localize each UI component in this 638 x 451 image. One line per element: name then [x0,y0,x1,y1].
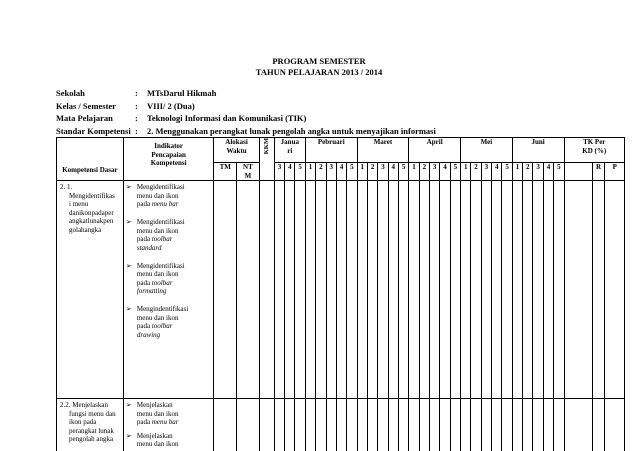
empty-cell [533,399,543,451]
header-tk-per-kd [564,138,625,163]
header-month-label: ri [287,146,293,155]
empty-cell [259,399,274,451]
bullet-arrow-icon: ➢ [125,261,132,270]
empty-cell [512,181,522,399]
header-week-number: 1 [305,163,315,181]
header-week-number: 1 [357,163,367,181]
info-separator: : [135,125,138,136]
indicator-italic-term: menu bar [151,200,179,208]
empty-cell [367,181,377,399]
indicator-line: Menjelaskan [136,401,173,409]
info-row-mapel [56,112,436,125]
info-separator: : [135,88,138,98]
bullet-arrow-icon: ➢ [125,183,132,191]
info-label: Kelas / Semester [56,100,116,111]
header-month-label: Juni [531,138,545,146]
empty-cell [523,181,533,399]
indicator-italic-term: menu bar [151,418,179,426]
empty-cell [502,181,512,399]
bullet-arrow-icon: ➢ [125,305,132,313]
header-indikator-line: Pencapaian [151,150,186,159]
indicator-line: Mengindentifikasi [136,305,189,313]
empty-cell [409,399,419,451]
header-month [512,138,564,163]
empty-cell [605,181,625,399]
indicator-line: menu dan ikon [136,226,179,235]
indicator-line: pada menu bar [136,200,179,208]
info-row-standar [56,125,436,138]
header-month-label: Pebruari [317,138,345,146]
empty-cell [214,399,237,451]
header-week-number: 5 [347,163,357,181]
indicator-line: pada toolbar [136,322,173,330]
kd-text-line: pengolah angka [69,435,114,443]
header-week-number: 3 [274,163,284,181]
empty-cell [592,181,605,399]
kompetensi-dasar-cell [57,181,124,399]
empty-cell [388,181,398,399]
indicator-italic-term: drawing [136,330,161,339]
empty-cell [274,399,284,451]
indicator-italic-term: toolbar [151,278,173,287]
info-value: 2. Menggunakan perangkat lunak pengolah angka untuk menyajikan informasi [147,125,436,136]
identity-block [56,87,436,137]
empty-cell [295,399,305,451]
info-value: MTsDarul Hikmah [147,88,217,98]
empty-cell [326,181,336,399]
header-r: R [592,163,605,181]
empty-cell [237,399,260,451]
empty-cell [554,399,564,451]
indicator-line: Mengidentifikasi [136,218,185,226]
empty-cell [554,181,564,399]
info-label: Mata Pelajaran [56,113,113,123]
header-week-number: 4 [543,163,553,181]
kompetensi-dasar-cell [57,399,124,451]
empty-cell [305,181,315,399]
header-month [409,138,461,163]
kd-text-line: perangkat lunak [69,426,114,435]
kd-text-line: golahangka [69,225,102,234]
empty-cell [533,181,543,399]
header-week-number: 5 [502,163,512,181]
empty-cell [357,399,367,451]
header-month [357,138,409,163]
empty-cell [316,399,326,451]
info-label: Standar Kompetensi [56,125,131,136]
empty-cell [502,399,512,451]
indicator-item [126,262,212,296]
document-title: PROGRAM SEMESTER [272,56,366,66]
empty-cell [419,399,429,451]
empty-cell [274,181,284,399]
indicator-text [137,262,185,296]
empty-cell [543,181,553,399]
header-alokasi-waktu [214,138,259,163]
empty-cell [450,181,460,399]
indicator-line: pada toolbar [136,278,173,287]
empty-cell [523,399,533,451]
header-week-number: 3 [378,163,388,181]
indikator-cell [123,181,214,399]
header-week-number: 5 [295,163,305,181]
header-week-number: 5 [554,163,564,181]
header-week-number: 5 [450,163,460,181]
header-month-label: April [426,138,443,146]
info-separator: : [135,113,138,123]
empty-cell [430,181,440,399]
header-kkm [259,138,274,181]
empty-cell [564,399,592,451]
empty-cell [471,181,481,399]
bullet-arrow-icon: ➢ [125,218,132,226]
header-month-label: Janua [280,138,299,146]
kd-text-line: ikon pada [69,418,97,426]
kd-number: 2.2. Menjelaskan [60,401,109,409]
indicator-item [126,218,212,252]
empty-cell [316,181,326,399]
empty-cell [481,399,491,451]
indicator-line: menu dan ikon [136,313,179,322]
empty-cell [440,181,450,399]
kd-number: 2. 1. [60,183,73,191]
header-indikator-line: Kompetensi [150,159,187,167]
header-week-number: 3 [533,163,543,181]
header-week-number: 3 [326,163,336,181]
header-week-number: 4 [388,163,398,181]
empty-cell [336,399,346,451]
header-week-number: 5 [398,163,408,181]
header-tk-line: TK Per [583,138,606,146]
header-kkm-label: KKM [262,138,270,155]
header-month-label: Maret [373,138,393,146]
indicator-italic-term: formatting [136,287,167,295]
kd-text-line: i menu [69,200,89,208]
header-tm: TM [214,163,237,181]
indicator-text [137,218,185,252]
empty-cell [492,181,502,399]
indicator-line: pada toolbar [136,235,173,243]
header-week-number: 4 [492,163,502,181]
indicator-item [126,183,212,209]
empty-cell [388,399,398,451]
indicator-line: menu dan ikon [136,440,179,448]
empty-cell [543,399,553,451]
bullet-arrow-icon: ➢ [125,401,132,409]
empty-cell [481,181,491,399]
program-semester-table [56,137,625,451]
header-alokasi-line: Alokasi [225,138,248,146]
empty-cell [461,399,471,451]
indicator-item [126,401,212,427]
empty-cell [461,181,471,399]
empty-cell [347,181,357,399]
indicator-line: Mengidentifikasi [136,261,185,270]
empty-cell [336,181,346,399]
info-label: Sekolah [56,88,85,98]
info-value: Teknologi Informasi dan Komunikasi (TIK) [147,113,307,123]
indicator-line: menu dan ikon [136,270,179,278]
empty-cell [305,399,315,451]
indicator-line: pada menu bar [136,418,179,426]
indicator-text [137,305,188,339]
empty-cell [357,181,367,399]
header-alokasi-line: Waktu [226,146,247,155]
header-ntm-line: M [244,171,252,180]
empty-cell [237,181,260,399]
header-week-number: 4 [336,163,346,181]
header-month [461,138,513,163]
info-separator: : [135,100,138,111]
kd-text-line: Mengidentifikas [69,191,115,200]
header-week-number: 2 [367,163,377,181]
indicator-line: menu dan ikon [136,409,179,418]
info-row-kelas [56,100,436,113]
indicator-italic-term: standard [136,243,162,252]
kd-text-line: danikonpadaper [69,208,114,217]
indicator-text [137,183,185,209]
empty-cell [398,399,408,451]
empty-cell [419,181,429,399]
indikator-cell [123,399,214,451]
header-week-number: 3 [481,163,491,181]
header-week-number: 2 [523,163,533,181]
header-p: P [605,163,625,181]
table-row [57,399,625,451]
indicator-item [126,305,212,339]
header-indikator-line: Indikator [154,142,184,150]
header-month [274,138,305,163]
empty-cell [295,181,305,399]
empty-cell [347,399,357,451]
header-month [305,138,357,163]
indicator-text [137,432,179,449]
empty-cell [378,181,388,399]
empty-cell [430,399,440,451]
empty-cell [492,399,502,451]
empty-cell [326,399,336,451]
header-month-label: Mei [480,138,493,146]
indicator-line: Mengidentifikasi [136,183,185,191]
info-value: VIII/ 2 (Dua) [147,100,195,111]
header-week-number: 1 [409,163,419,181]
indicator-italic-term: toolbar [151,235,173,243]
header-week-number: 1 [512,163,522,181]
indicator-item [126,432,212,449]
empty-cell [285,181,295,399]
kd-text-line: fungsi menu dan [69,409,116,418]
header-week-number: 4 [440,163,450,181]
empty-cell [450,399,460,451]
header-week-number: 2 [419,163,429,181]
document-subtitle: TAHUN PELAJARAN 2013 / 2014 [255,67,383,77]
empty-cell [512,399,522,451]
empty-cell [259,181,274,399]
header-week-number: 2 [471,163,481,181]
bullet-arrow-icon: ➢ [125,431,132,440]
header-tk-blank [564,163,592,181]
kd-text-line: angkatlunakpen [69,217,114,225]
empty-cell [471,399,481,451]
indicator-line: Menjelaskan [136,431,173,440]
empty-cell [367,399,377,451]
header-row-top [57,138,625,163]
header-week-number: 1 [461,163,471,181]
indicator-line: menu dan ikon [136,191,179,200]
empty-cell [214,181,237,399]
empty-cell [409,181,419,399]
empty-cell [592,399,605,451]
header-ntm-line: NT [243,163,253,171]
info-row-sekolah [56,87,436,100]
header-week-number: 3 [430,163,440,181]
header-ntm [237,163,260,181]
empty-cell [605,399,625,451]
empty-cell [398,181,408,399]
empty-cell [378,399,388,451]
header-week-number: 4 [285,163,295,181]
indicator-text [137,401,179,427]
header-tk-line: KD (%) [582,146,607,155]
empty-cell [564,181,592,399]
header-kompetensi-dasar: Kompetensi Dasar [57,138,124,181]
header-indikator [123,138,214,181]
indicator-italic-term: toolbar [151,322,173,330]
empty-cell [285,399,295,451]
empty-cell [440,399,450,451]
table-row [57,181,625,399]
header-week-number: 2 [316,163,326,181]
